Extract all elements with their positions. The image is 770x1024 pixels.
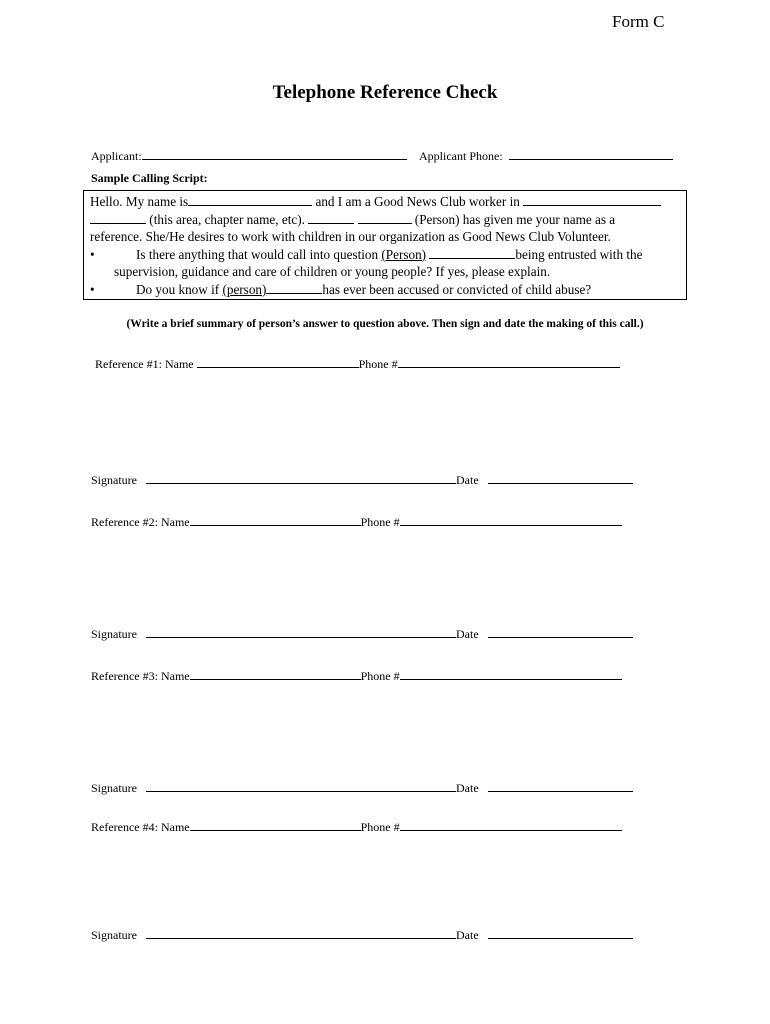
script-bullet-1 — [90, 246, 686, 264]
date-3-field[interactable] — [488, 780, 633, 792]
script-heading: Sample Calling Script: — [91, 171, 208, 185]
applicant-phone-field[interactable] — [509, 148, 673, 160]
script-line-1 — [90, 193, 686, 211]
signature-4-row — [91, 927, 633, 943]
reference-4-name-field[interactable] — [190, 819, 361, 831]
person-blank-1[interactable] — [308, 211, 354, 224]
date-label: Date — [456, 473, 479, 487]
script-bullet-1-cont: supervision, guidance and care of children or young people? If yes, please explain. — [114, 264, 551, 279]
person-placeholder: (Person) — [381, 246, 427, 262]
signature-1-field[interactable] — [146, 472, 456, 484]
signature-label: Signature — [91, 627, 137, 641]
reference-2-phone-field[interactable] — [400, 514, 622, 526]
reference-name-label: Reference #4: Name — [91, 820, 190, 834]
signature-label: Signature — [91, 781, 137, 795]
person-blank-2[interactable] — [358, 211, 412, 224]
date-label: Date — [456, 627, 479, 641]
date-1-field[interactable] — [488, 472, 633, 484]
script-text: Do you know if — [136, 281, 220, 297]
form-label: Form C — [612, 12, 665, 31]
script-text: (this area, chapter name, etc). — [149, 211, 305, 227]
script-text: (Person) has given me your name as a — [414, 211, 616, 227]
applicant-row — [91, 148, 407, 164]
applicant-label: Applicant: — [91, 149, 142, 163]
reference-4-row — [91, 819, 622, 835]
reference-1-name-field[interactable] — [197, 356, 359, 368]
area-blank[interactable] — [90, 211, 146, 224]
signature-2-field[interactable] — [146, 626, 456, 638]
script-text: has ever been accused or convicted of child abuse? — [322, 281, 592, 297]
signature-3-row — [91, 780, 633, 796]
reference-3-name-field[interactable] — [190, 668, 361, 680]
reference-phone-label: Phone # — [360, 515, 400, 529]
reference-phone-label: Phone # — [358, 357, 398, 371]
applicant-phone-row — [419, 148, 673, 164]
worker-name-blank[interactable] — [188, 193, 312, 206]
script-line-3: reference. She/He desires to work with children in our organization as Good News Club Volunteer. — [90, 229, 611, 244]
applicant-phone-label: Applicant Phone: — [419, 149, 503, 163]
script-text: being entrusted with the — [515, 246, 643, 262]
reference-name-label: Reference #3: Name — [91, 669, 190, 683]
reference-phone-label: Phone # — [360, 669, 400, 683]
script-line-2 — [90, 211, 686, 229]
script-text: Hello. My name is — [90, 194, 189, 209]
script-text: Is there anything that would call into question — [136, 246, 379, 262]
reference-1-phone-field[interactable] — [398, 356, 620, 368]
date-label: Date — [456, 928, 479, 942]
reference-1-row — [95, 356, 620, 372]
signature-2-row — [91, 626, 633, 642]
signature-4-field[interactable] — [146, 927, 456, 939]
applicant-field[interactable] — [142, 148, 407, 160]
signature-label: Signature — [91, 928, 137, 942]
date-2-field[interactable] — [488, 626, 633, 638]
script-bullet-2 — [90, 281, 686, 299]
signature-3-field[interactable] — [146, 780, 456, 792]
page-title: Telephone Reference Check — [272, 82, 498, 103]
signature-label: Signature — [91, 473, 137, 487]
reference-4-phone-field[interactable] — [400, 819, 622, 831]
reference-2-row — [91, 514, 622, 530]
signature-1-row — [91, 472, 633, 488]
reference-3-row — [91, 668, 622, 684]
reference-3-phone-field[interactable] — [400, 668, 622, 680]
date-label: Date — [456, 781, 479, 795]
person-blank-3[interactable] — [429, 246, 515, 259]
person-placeholder: (person) — [222, 281, 267, 297]
calling-script-box — [83, 190, 687, 300]
bullet-icon: • — [90, 281, 95, 297]
person-blank-4[interactable] — [266, 281, 322, 294]
reference-2-name-field[interactable] — [190, 514, 361, 526]
script-text: and I am a Good News Club worker in — [315, 194, 520, 209]
reference-name-label: Reference #2: Name — [91, 515, 190, 529]
bullet-icon: • — [90, 246, 95, 262]
reference-name-label: Reference #1: Name — [95, 357, 194, 371]
instructions: (Write a brief summary of person’s answer to question above. Then sign and date the making of this call.) — [126, 318, 644, 330]
reference-phone-label: Phone # — [360, 820, 400, 834]
club-location-blank[interactable] — [523, 193, 661, 206]
date-4-field[interactable] — [488, 927, 633, 939]
